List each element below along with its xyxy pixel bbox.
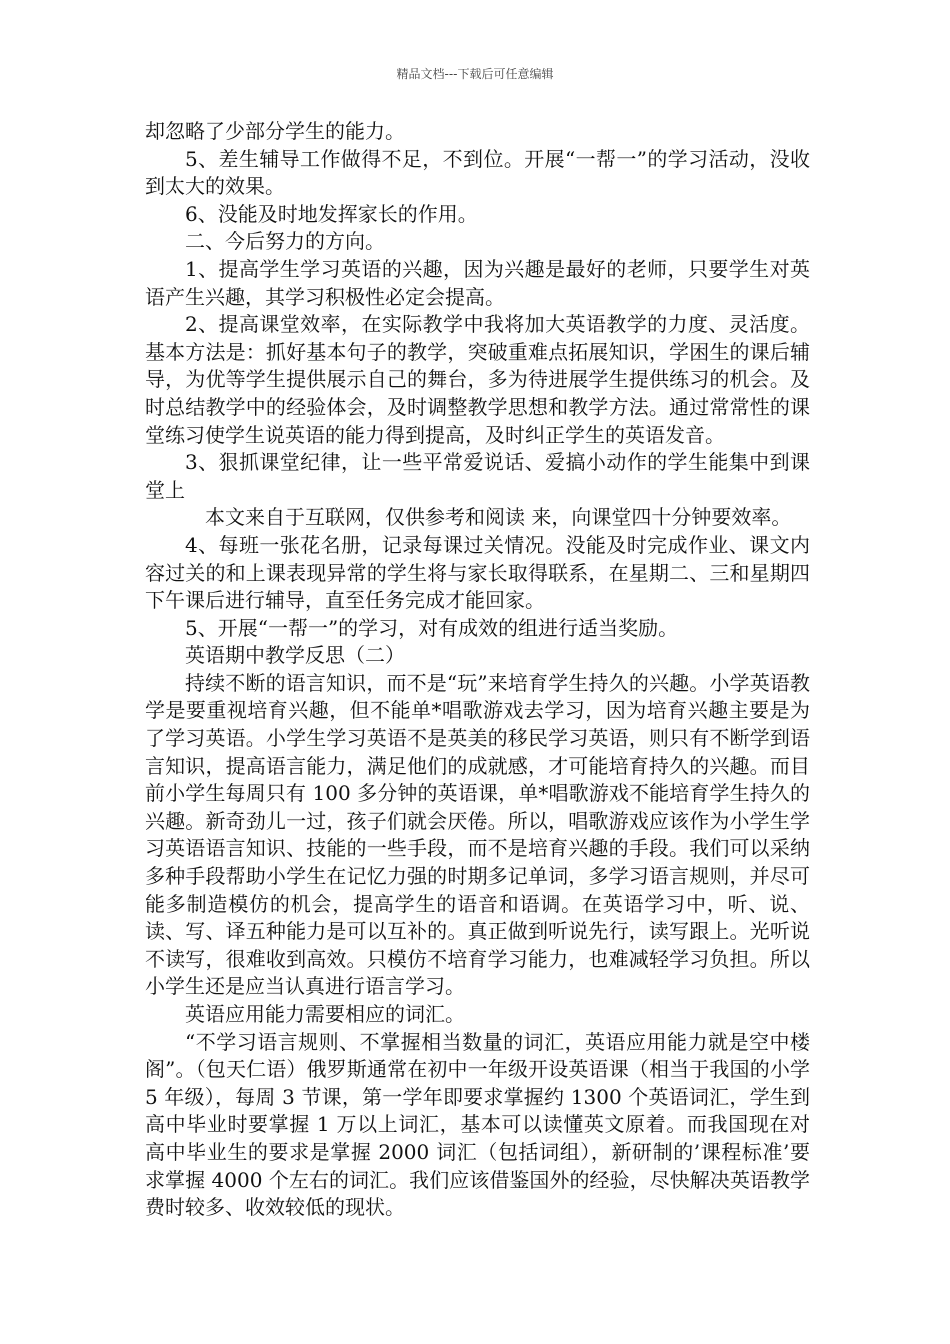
paragraph-internet-notice: 本文来自于互联网，仅供参考和阅读 来，向课堂四十分钟要效率。 [205,505,792,530]
paragraph-continuation: 却忽略了少部分学生的能力。 [145,119,405,143]
paragraph-item-5-reward: 5、开展“一帮一”的学习，对有成效的组进行适当奖励。 [185,615,679,640]
paragraph-vocabulary-heading: 英语应用能力需要相应的词汇。 [185,1002,465,1026]
paragraph-item-6-parents: 6、没能及时地发挥家长的作用。 [185,201,478,226]
paragraph-item-4-roster: 4、每班一张花名册，记录每课过关情况。没能及时完成作业、课文内容过关的和上课表现异常的学生将与家长取得联系，在星期二、三和星期四下午课后进行辅导，直至任务完成才能回家。 [145,532,810,613]
paragraph-item-2-efficiency: 2、提高课堂效率，在实际教学中我将加大英语教学的力度、灵活度。基本方法是：抓好基本句子的教学，突破重难点拓展知识，学困生的课后辅导，为优等学生提供展示自己的舞台，多为待进展学生提供练习的机会。及时总结教学中的经验体会，及时调整教学思想和教学方法。通过常常性的课堂练习使学生说英语的能力得到提高，及时纠正学生的英语发音。 [145,312,810,447]
paragraph-item-1-interest: 1、提高学生学习英语的兴趣，因为兴趣是最好的老师，只要学生对英语产生兴趣，其学习积极性必定会提高。 [145,256,810,309]
paragraph-language-knowledge: 持续不断的语言知识，而不是“玩”来培育学生持久的兴趣。小学英语教学是要重视培育兴趣，但不能单*唱歌游戏去学习，因为培育兴趣主要是为了学习英语。小学生学习英语不是英美的移民学习英语，则只有不断学到语言知识，提高语言能力，满足他们的成就感，才可能培育持久的兴趣。而目前小学生每周只有 100 多分钟的英语课，单*唱歌游戏不能培育学生持久的兴趣。新奇劲儿一过，孩子们就会厌倦。所以，唱歌游戏应该作为小学生学习英语语言知识、技能的一些手段，而不是培育兴趣的手段。我们可以采纳多种手段帮助小学生在记忆力强的时期多记单词，多学习语言规则，并尽可能多制造模仿的机会，提高学生的语音和语调。在英语学习中，听、说、读、写、译五种能力是可以互补的。真正做到听说先行，读写跟上。光听说不读写，很难收到高效。只模仿不培育学习能力，也难减轻学习负担。所以小学生还是应当认真进行语言学习。 [145,670,810,999]
page-header: 精品文档---下载后可任意编辑 [396,67,554,81]
paragraph-vocabulary-detail: “不学习语言规则、不掌握相当数量的词汇，英语应用能力就是空中楼阁”。（包天仁语）俄罗斯通常在初中一年级开设英语课（相当于我国的小学 5 年级），每周 3 节课，第一学年即要求掌握约 1300 个英语词汇，学生到高中毕业时要掌握 1 万以上词汇，基本可以读懂英文原着。而我国现在对高中毕业生的要求是掌握 2000 词汇（包括词组），新研制的’课程标准’要求掌握 4000 个左右的词汇。我们应该借鉴国外的经验，尽快解决英语教学费时较多、收效较低的现状。 [145,1029,810,1220]
paragraph-item-5-tutoring: 5、差生辅导工作做得不足，不到位。开展“一帮一”的学习活动，没收到太大的效果。 [145,146,810,199]
paragraph-item-3-discipline: 3、狠抓课堂纪律，让一些平常爱说话、爱搞小动作的学生能集中到课堂上 [145,450,810,502]
section-heading-reflection-two: 英语期中教学反思（二） [185,643,405,668]
section-heading-future-direction: 二、今后努力的方向。 [185,229,385,254]
document-body [145,118,810,1222]
